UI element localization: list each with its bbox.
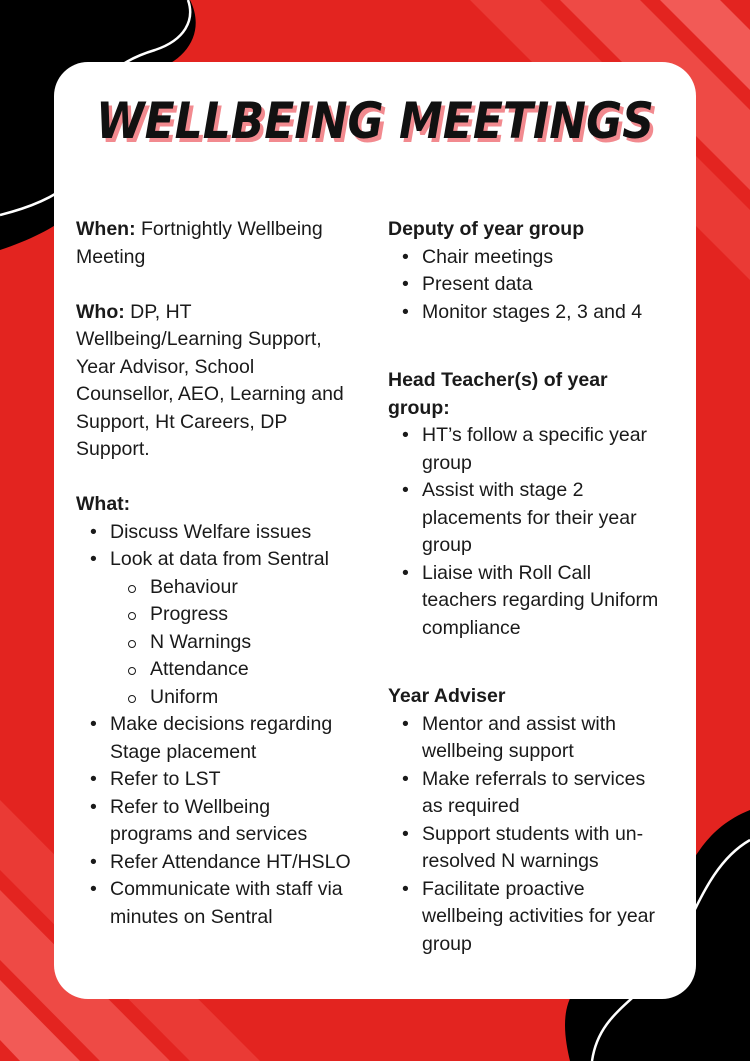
sub-list-item: N Warnings bbox=[110, 629, 354, 657]
list-item: • Refer to Wellbeing programs and services bbox=[76, 794, 354, 849]
list-item: • Support students with un-resolved N warnings bbox=[388, 821, 663, 876]
list-item: • Facilitate proactive wellbeing activities for year group bbox=[388, 876, 663, 959]
list-item: • Monitor stages 2, 3 and 4 bbox=[388, 299, 663, 327]
list-item: • Communicate with staff via minutes on Sentral bbox=[76, 876, 354, 931]
what-list bbox=[76, 519, 354, 932]
sub-list-item: Uniform bbox=[110, 684, 354, 712]
sentral-data-sublist bbox=[110, 574, 354, 712]
who-section bbox=[76, 299, 354, 464]
year-adviser-list bbox=[388, 711, 663, 959]
list-item: • Assist with stage 2 placements for their year group bbox=[388, 477, 663, 560]
left-column bbox=[76, 216, 354, 931]
list-item: • Look at data from Sentral Behaviour Progress N Warnings Attendance Uniform bbox=[76, 546, 354, 711]
who-text: DP, HT Wellbeing/Learning Support, Year Advisor, School Counsellor, AEO, Learning and Support, Ht Careers, DP Support. bbox=[76, 300, 344, 460]
list-item: • Chair meetings bbox=[388, 244, 663, 272]
list-item: • Make decisions regarding Stage placement bbox=[76, 711, 354, 766]
list-item: • Present data bbox=[388, 271, 663, 299]
right-column bbox=[388, 216, 663, 958]
when-text: Fortnightly Wellbeing Meeting bbox=[76, 218, 323, 268]
sub-list-item: Progress bbox=[110, 601, 354, 629]
when-section bbox=[76, 216, 354, 271]
page-title: WELLBEING MEETINGS bbox=[96, 92, 654, 150]
list-item: • Refer to LST bbox=[76, 766, 354, 794]
sub-list-item: Behaviour bbox=[110, 574, 354, 602]
list-item: • Mentor and assist with wellbeing support bbox=[388, 711, 663, 766]
sub-list-item: Attendance bbox=[110, 656, 354, 684]
year-adviser-heading: Year Adviser bbox=[388, 685, 506, 707]
what-heading: What: bbox=[76, 493, 131, 515]
who-label: Who: bbox=[76, 300, 125, 323]
head-teacher-list bbox=[388, 422, 663, 642]
list-item: • Discuss Welfare issues bbox=[76, 519, 354, 547]
head-teacher-heading: Head Teacher(s) of year group: bbox=[388, 369, 608, 419]
list-item: • Liaise with Roll Call teachers regarding Uniform compliance bbox=[388, 560, 663, 643]
when-label: When: bbox=[76, 218, 136, 240]
list-item: • HT’s follow a specific year group bbox=[388, 422, 663, 477]
deputy-heading: Deputy of year group bbox=[388, 218, 585, 240]
list-item: • Refer Attendance HT/HSLO bbox=[76, 849, 354, 877]
list-item: • Make referrals to services as required bbox=[388, 766, 663, 821]
deputy-list bbox=[388, 244, 663, 327]
